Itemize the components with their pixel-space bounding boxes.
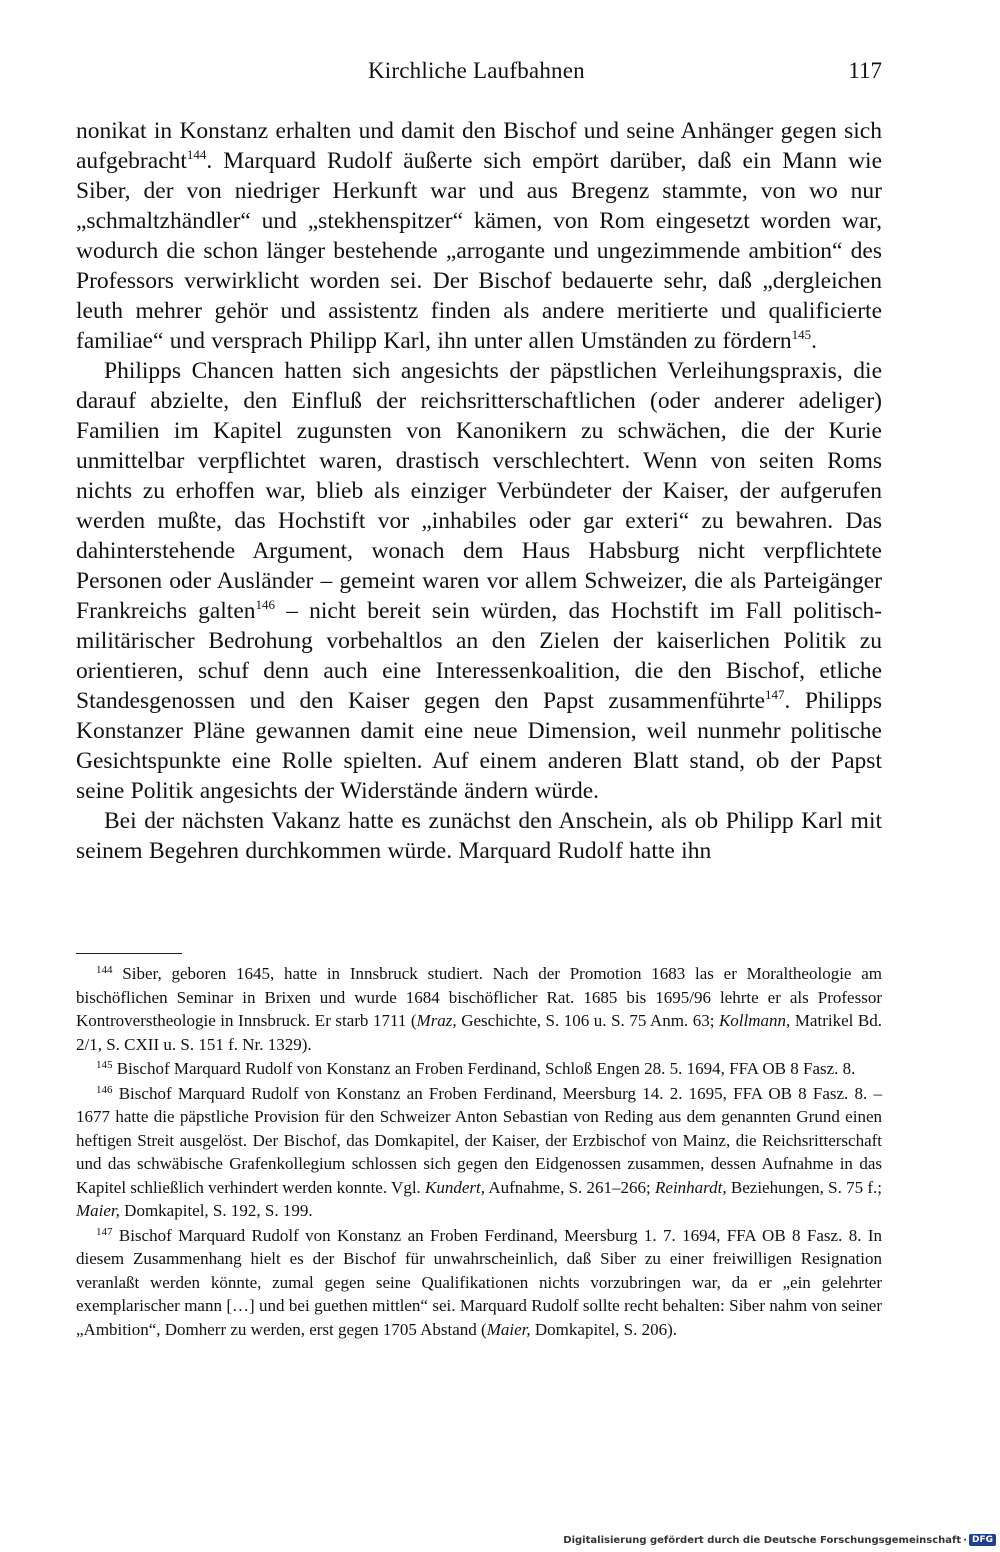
footnote-ref-144: 144 — [186, 147, 207, 162]
paragraph-1: nonikat in Konstanz erhalten und damit den Bischof und seine Anhänger gegen sich aufgebracht$^{144}$. Marquard Rudolf äußerte sich empört darüber, daß ein Mann wie Siber, der von niedriger Herkunft war und aus Bregenz stammte, von wo nur „schmaltzhändler“ und „stekhenspitzer“ kämen, von Rom eingesetzt worden war, wodurch die schon länger bestehende „arrogante und ungezimmende ambition“ des Professors verwirklicht worden sei. Der Bischof bedauerte sehr, daß „dergleichen leuth mehrer gehör und assistentz finden als andere meritierte und qualificierte familiae“ und versprach Philipp Karl, ihn unter allen Umständen zu fördern$^{145}$. — [76, 118, 882, 354]
footnotes — [76, 962, 882, 1341]
footnote-ref-146: 146 — [255, 597, 276, 612]
footnote-147: $^{147}$ Bischof Marquard Rudolf von Konstanz an Froben Ferdinand, Meersburg 1. 7. 1694, FFA OB 8 Fasz. 8. In diesem Zusammenhang hielt es der Bischof für unwahrscheinlich, daß Siber zu einer freiwilligen Resignation veranlaßt werden könnte, zumal gegen seine Qualifikationen nichts vorzubringen war, da er „ein gelehrter exemplarischer mann […] und bei guethen mittlen“ sei. Marquard Rudolf sollte recht behalten: Siber nahm von seiner „Ambition“, Domherr zu werden, erst gegen 1705 Abstand (Maier, Domkapitel, S. 206). — [76, 1225, 882, 1339]
credit-text: Digitalisierung gefördert durch die Deutsche Forschungsgemeinschaft — [563, 1534, 962, 1546]
paragraph-2: Philipps Chancen hatten sich angesichts der päpstlichen Verleihungspraxis, die darauf abzielte, den Einfluß der reichsritterschaftlichen (oder anderer adeliger) Familien im Kapitel zugunsten von Kanonikern zu schwächen, die der Kurie unmittelbar verpflichtet waren, drastisch verschlechtert. Wenn von seiten Roms nichts zu erhoffen war, blieb als einziger Verbündeter der Kaiser, der aufgerufen werden mußte, das Hochstift vor „inhabiles oder gar exteri“ zu bewahren. Das dahinterstehende Argument, wonach dem Haus Habsburg nicht verpflichtete Personen oder Ausländer – gemeint waren vor allem Schweizer, die als Parteigänger Frankreichs galten$^{146}$ – nicht bereit sein würden, das Hochstift im Fall politisch-militärischer Bedrohung vorbehaltlos an den Zielen der kaiserlichen Politik zu orientieren, schuf denn auch eine Interessenkoalition, die den Bischof, etliche Standesgenossen und den Kaiser gegen den Papst zusammenführte$^{147}$. Philipps Konstanzer Pläne gewannen damit eine neue Dimension, weil nunmehr politische Gesichtspunkte eine Rolle spielten. Auf einem anderen Blatt stand, ob der Papst seine Politik angesichts der Widerstände ändern würde. — [76, 358, 883, 804]
footnote-divider — [76, 953, 182, 954]
footnote-145: $^{145}$ Bischof Marquard Rudolf von Konstanz an Froben Ferdinand, Schloß Engen 28. 5. 1694, FFA OB 8 Fasz. 8. — [96, 1059, 856, 1078]
page-number: 117 — [848, 58, 882, 83]
main-text — [76, 116, 882, 866]
digitization-credit: Digitalisierung gefördert durch die Deutsche Forschungsgemeinschaft · DFG — [563, 1534, 996, 1546]
footnote-144: $^{144}$ Siber, geboren 1645, hatte in Innsbruck studiert. Nach der Promotion 1683 las er Moraltheologie am bischöflichen Seminar in Brixen und wurde 1684 bischöflicher Rat. 1685 bis 1695/96 lehrte er als Professor Kontroverstheologie in Innsbruck. Er starb 1711 (Mraz, Geschichte, S. 106 u. S. 75 Anm. 63; Kollmann, Matrikel Bd. 2/1, S. CXII u. S. 151 f. Nr. 1329). — [76, 964, 882, 1054]
footnote-ref-147: 147 — [765, 687, 785, 702]
page-header — [76, 58, 882, 92]
dfg-logo-icon: DFG — [969, 1534, 996, 1546]
running-head: Kirchliche Laufbahnen — [368, 58, 585, 83]
paragraph-3: Bei der nächsten Vakanz hatte es zunächst den Anschein, als ob Philipp Karl mit seinem Begehren durchkommen würde. Marquard Rudolf hatte ihn — [76, 808, 882, 864]
footnote-146: $^{146}$ Bischof Marquard Rudolf von Konstanz an Froben Ferdinand, Meersburg 14. 2. 1695, FFA OB 8 Fasz. 8. – 1677 hatte die päpstliche Provision für den Schweizer Anton Sebastian von Reding aus dem genannten Grund einen heftigen Streit ausgelöst. Der Bischof, das Domkapitel, der Kaiser, der Erzbischof von Mainz, die Reichsritterschaft und das schwäbische Grafenkollegium schlossen sich gegen den Eidgenossen zusammen, dessen Aufnahme in das Kapitel schließlich verhindert werden konnte. Vgl. Kundert, Aufnahme, S. 261–266; Reinhardt, Beziehungen, S. 75 f.; Maier, Domkapitel, S. 192, S. 199. — [76, 1083, 882, 1220]
footnote-ref-145: 145 — [791, 327, 812, 342]
